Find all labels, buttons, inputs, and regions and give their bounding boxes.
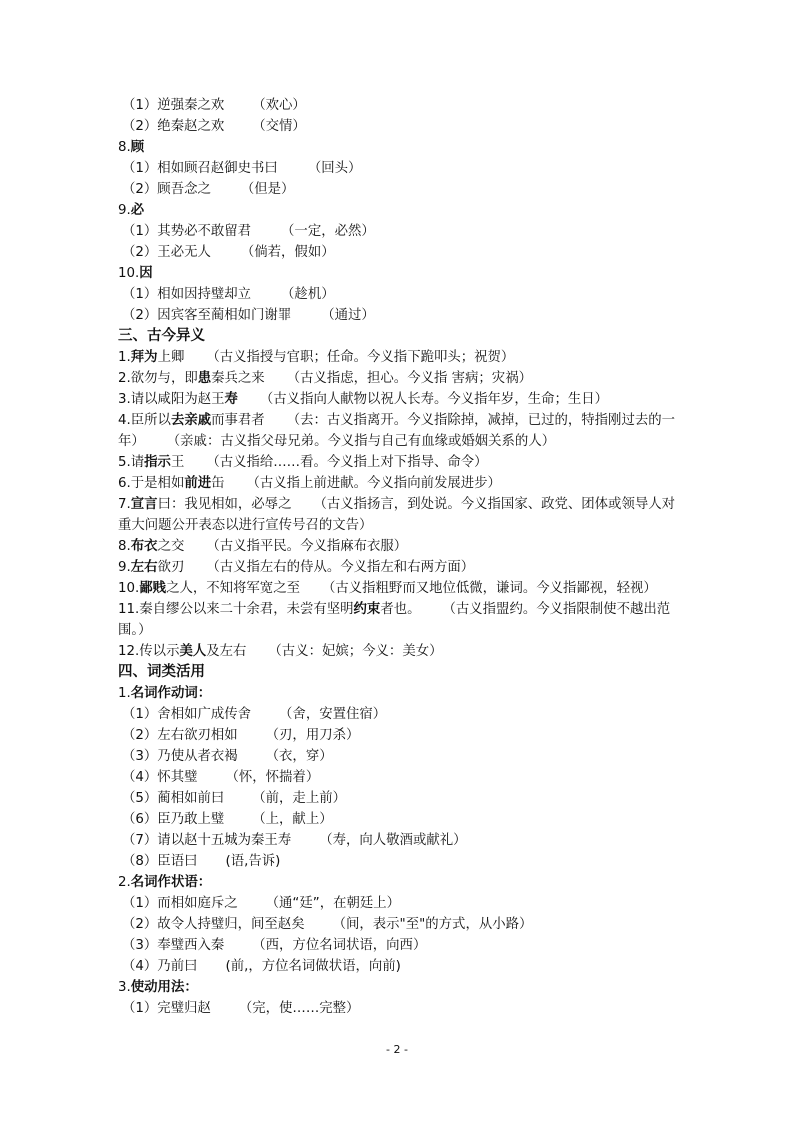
example-line: （8）臣语曰 (语,告诉) [122, 854, 281, 869]
subsection-heading: 2.名词作状语： [118, 875, 212, 890]
word-heading: 8.顾 [118, 140, 145, 155]
example-line: （5）蔺相如前曰 （前，走上前） [122, 791, 346, 806]
example-line: （2）顾吾念之 （但是） [122, 182, 295, 197]
meaning-item: 8.布衣之交 （古义指平民。今义指麻布衣服） [118, 539, 408, 554]
example-line: （1）舍相如广成传舍 （舍，安置住宿） [122, 707, 387, 722]
word-heading: 10.因 [118, 266, 153, 281]
example-line: （2）故令人持璧归，间至赵矣 （间，表示"至"的方式，从小路） [122, 917, 533, 932]
example-line: （7）请以赵十五城为秦王寿 （寿，向人敬酒或献礼） [122, 833, 467, 848]
section-heading: 三、古今异义 [118, 328, 205, 344]
example-line: （2）绝秦赵之欢 （交情） [122, 119, 306, 134]
example-line: （1）逆强秦之欢 （欢心） [122, 98, 306, 113]
word-heading: 9.必 [118, 203, 145, 218]
example-line: （4）乃前曰 (前,，方位名词做状语，向前) [122, 959, 401, 974]
example-line: （3）奉璧西入秦 （西，方位名词状语，向西） [122, 938, 427, 953]
meaning-item: 5.请指示王 （古义指给……看。今义指上对下指导、命令） [118, 455, 488, 470]
example-line: （1）其势必不敢留君 （一定，必然） [122, 224, 375, 239]
page-number: - 2 - [386, 1043, 408, 1056]
meaning-item: 12.传以示美人及左右 （古义：妃嫔；今义：美女） [118, 644, 443, 659]
meaning-item: 10.鄙贱之人，不知将军宽之至 （古义指粗野而又地位低微，谦词。今义指鄙视，轻视） [118, 581, 657, 596]
meaning-item: 6.于是相如前进缶 （古义指上前进献。今义指向前发展进步） [118, 476, 501, 491]
example-line: （1）相如因持璧却立 （趁机） [122, 287, 335, 302]
subsection-heading: 1.名词作动词： [118, 686, 212, 701]
meaning-item: 1.拜为上卿 （古义指授与官职；任命。今义指下跪叩头；祝贺） [118, 350, 515, 365]
document-body [118, 95, 678, 1019]
example-line: （1）而相如庭斥之 （通“廷”，在朝廷上） [122, 896, 401, 911]
example-line: （3）乃使从者衣褐 （衣，穿） [122, 749, 333, 764]
example-line: （1）完璧归赵 （完，使……完整） [122, 1001, 360, 1016]
example-line: （2）因宾客至蔺相如门谢罪 （通过） [122, 308, 375, 323]
meaning-item: 3.请以咸阳为赵王寿 （古义指向人献物以祝人长寿。今义指年岁，生命；生日） [118, 392, 609, 407]
meaning-item: 7.宣言曰：我见相如，必辱之 （古义指扬言，到处说。今义指国家、政党、团体或领导人对重大问题公开表态以进行宣传号召的文告） [118, 497, 676, 533]
meaning-item: 11.秦自缪公以来二十余君，未尝有坚明约束者也。 （古义指盟约。今义指限制使不越出范围。） [118, 602, 671, 638]
subsection-heading: 3.使动用法： [118, 980, 198, 995]
example-line: （6）臣乃敢上璧 （上，献上） [122, 812, 333, 827]
section-heading: 四、词类活用 [118, 664, 205, 680]
meaning-item: 2.欲勿与，即患秦兵之来 （古义指虑，担心。今义指 害病；灾祸） [118, 371, 532, 386]
meaning-item: 4.臣所以去亲戚而事君者 （去：古义指离开。今义指除掉，减掉，已过的，特指刚过去的一年） （亲戚：古义指父母兄弟。今义指与自己有血缘或婚姻关系的人） [118, 413, 676, 449]
meaning-item: 9.左右欲刃 （古义指左右的侍从。今义指左和右两方面） [118, 560, 475, 575]
example-line: （4）怀其璧 （怀，怀揣着） [122, 770, 320, 785]
example-line: （2）左右欲刃相如 （刃，用刀杀） [122, 728, 360, 743]
example-line: （1）相如顾召赵御史书曰 （回头） [122, 161, 362, 176]
example-line: （2）王必无人 （倘若，假如） [122, 245, 335, 260]
